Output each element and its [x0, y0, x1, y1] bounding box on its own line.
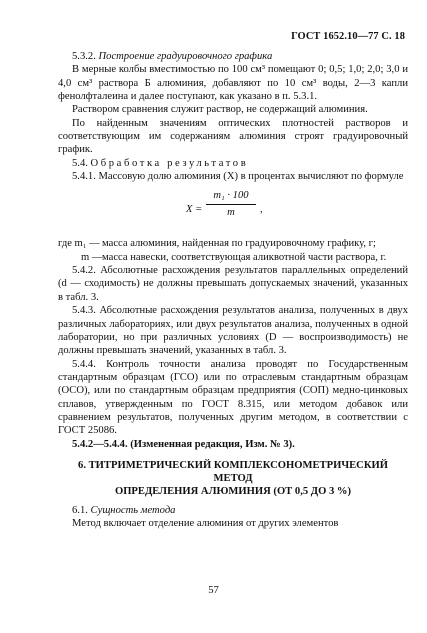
section-heading-line-2: ОПРЕДЕЛЕНИЯ АЛЮМИНИЯ (ОТ 0,5 ДО 3 %) — [114, 485, 352, 497]
page-header: ГОСТ 1652.10—77 С. 18 — [291, 31, 405, 42]
subsection-number: 5.3.2. — [72, 51, 96, 62]
formula-numerator: m₁ · 100 — [213, 190, 249, 202]
section-6-heading — [58, 459, 408, 498]
paragraph-544: 5.4.4. Контроль точности анализа проводят по Государственным стандартным образцам (ГСО) или по отраслевым стандартным образцам (ОСО), или по стандартным образцам предприятия (СОП) медно-цинковых сплавов, утвержденным по ГОСТ 8.315, или методом добавок или сравнением результатов, полученных другим методом, в соответствии с ГОСТ 25086. — [58, 358, 408, 437]
definition-m — [58, 251, 408, 264]
variable-definitions — [58, 237, 408, 264]
definition-m1 — [58, 237, 408, 250]
subsection-heading: Обработка результатов — [90, 157, 249, 169]
subsection-number: 5.4. — [72, 157, 88, 169]
page-body — [58, 50, 408, 531]
formula-lhs: X = — [186, 204, 203, 216]
definition-text: масса навески, соответствующая аликвотной части раствора, г. — [102, 251, 387, 263]
subsection-number: 6.1. — [72, 504, 88, 516]
paragraph-532-reference: Раствором сравнения служит раствор, не содержащий алюминия. — [72, 104, 368, 116]
formula-denominator: m — [227, 206, 235, 218]
formula-trailing-comma: , — [260, 204, 263, 216]
subsection-title-61 — [58, 504, 408, 517]
formula-fraction — [206, 189, 256, 219]
paragraph-532-text: В мерные колбы вместимостью по 100 см³ помещают 0; 0,5; 1,0; 2,0; 3,0 и 4,0 см³ раствора Б алюминия, добавляют по 10 см³ воды, 2—3 капли фенолфталеина и далее поступают, как указано в п. 5.3.1. — [58, 64, 408, 103]
amendment-note: 5.4.2—5.4.4. (Измененная редакция, Изм. № 3). — [72, 438, 295, 450]
fraction-bar — [206, 204, 256, 205]
formula — [58, 189, 408, 233]
paragraph-541: 5.4.1. Массовую долю алюминия (X) в процентах вычисляют по формуле — [72, 171, 404, 183]
subsection-title-54 — [58, 157, 408, 170]
paragraph-61-text: Метод включает отделение алюминия от других элементов — [72, 518, 339, 530]
subsection-title-532 — [58, 50, 408, 63]
section-heading-line-1: 6. ТИТРИМЕТРИЧЕСКИЙ КОМПЛЕКСОНОМЕТРИЧЕСКИЙ МЕТОД — [78, 459, 388, 484]
paragraph-542: 5.4.2. Абсолютные расхождения результатов параллельных определений (d — сходимость) не должны превышать допускаемых значений, указанных в табл. 3. — [58, 265, 408, 303]
paragraph-543: 5.4.3. Абсолютные расхождения результатов анализа, полученных в двух различных лабораториях, или двух результатов анализа, полученных в одной лаборатории, но при различных условиях (D — воспроизводимость) не должны превышать значений, указанных в табл. 3. — [58, 305, 408, 357]
page-number: 57 — [208, 585, 219, 596]
definition-term: m — — [81, 251, 103, 263]
subsection-heading: Построение градуировочного графика — [98, 51, 273, 62]
paragraph-532-graph: По найденным значениям оптических плотностей растворов и соответствующим им содержаниям алюминия строят градуировочный график. — [58, 117, 408, 156]
definition-text: масса алюминия, найденная по градуировочному графику, г; — [102, 238, 376, 250]
subsection-heading: Сущность метода — [90, 504, 176, 516]
definition-term: где m₁ — — [58, 238, 100, 250]
